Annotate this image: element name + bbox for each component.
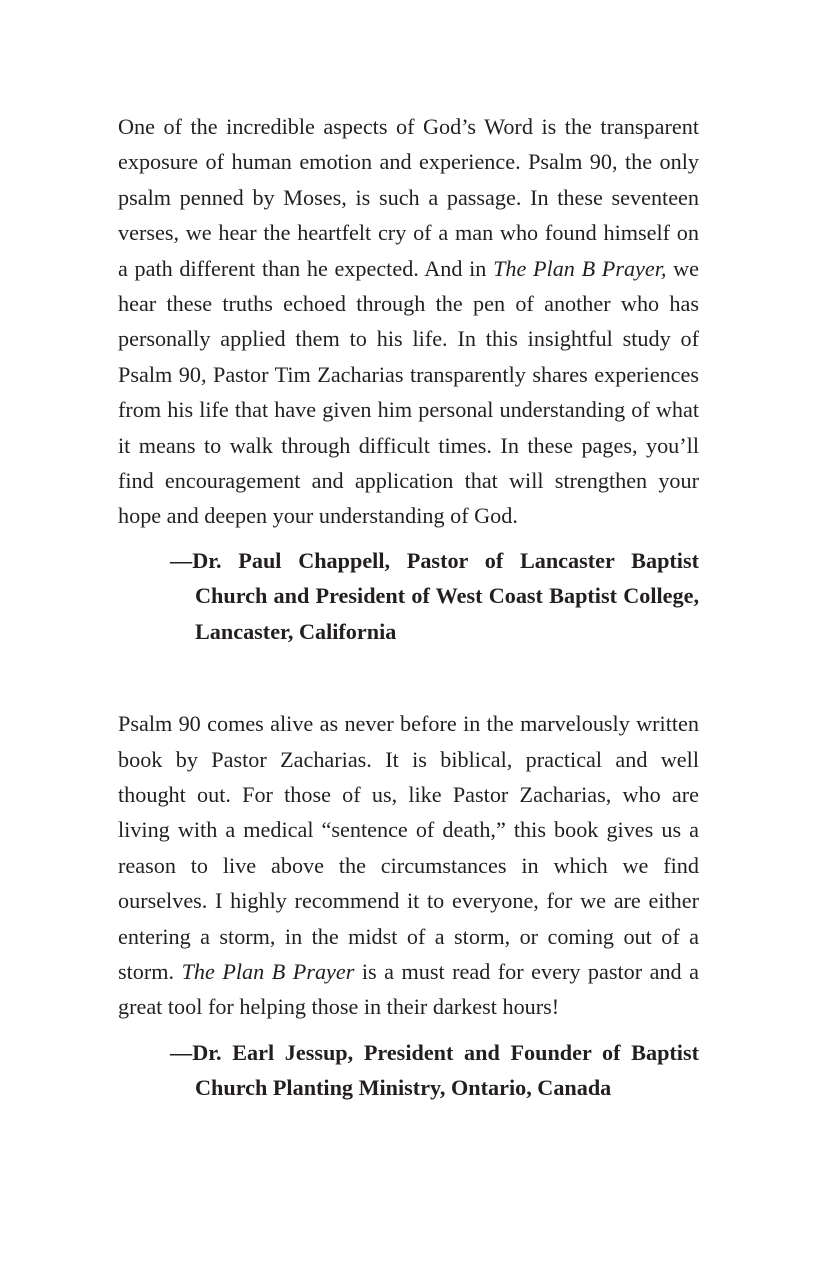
endorsement-1-text-part-3: we hear these truths echoed through the pen of another who has personally applied them to his life. In this insightful study of Psalm 90, Pastor Tim Zacharias transparently shares experiences from his life that have given him personal understanding of what it means to walk through difficult times. In these pages, you’ll find encouragement and application that will strengthen your hope and deepen your understanding of God. — [118, 255, 700, 529]
endorsement-attribution-2: —Dr. Earl Jessup, President and Founder of Baptist Church Planting Ministry, Ontario, Canada — [170, 1039, 699, 1101]
book-title-italic: The Plan B Prayer — [181, 958, 355, 984]
endorsement-attribution-1: —Dr. Paul Chappell, Pastor of Lancaster Baptist Church and President of West Coast Baptist College, Lancaster, California — [170, 547, 699, 644]
endorsement-1-text-part-1: One of the incredible aspects of God’s Word is the transparent exposure of human emotion and experience. Psalm 90, the only psalm penned by Moses, is such a passage. In these seventeen verses, we hear the heartfelt cry of a man who found himself on a path different than he expected. And in — [118, 114, 699, 281]
book-title-italic: The Plan B Prayer, — [493, 255, 667, 281]
endorsement-2-text-part-3: is a must read for every pastor and a great tool for helping those in their darkest hours! — [118, 958, 699, 1020]
endorsement-2-text-part-1: Psalm 90 comes alive as never before in the marvelously written book by Pastor Zacharias. It is biblical, practical and well thought out. For those of us, like Pastor Zacharias, who are living with a medical “sentence of death,” this book gives us a reason to live above the circumstances in which we find ourselves. I highly recommend it to everyone, for we are either entering a storm, in the midst of a storm, or coming out of a storm. — [118, 711, 699, 984]
endorsements-page — [118, 109, 699, 1106]
endorsement-body-2 — [118, 706, 699, 1025]
endorsement-body-1 — [118, 109, 699, 534]
